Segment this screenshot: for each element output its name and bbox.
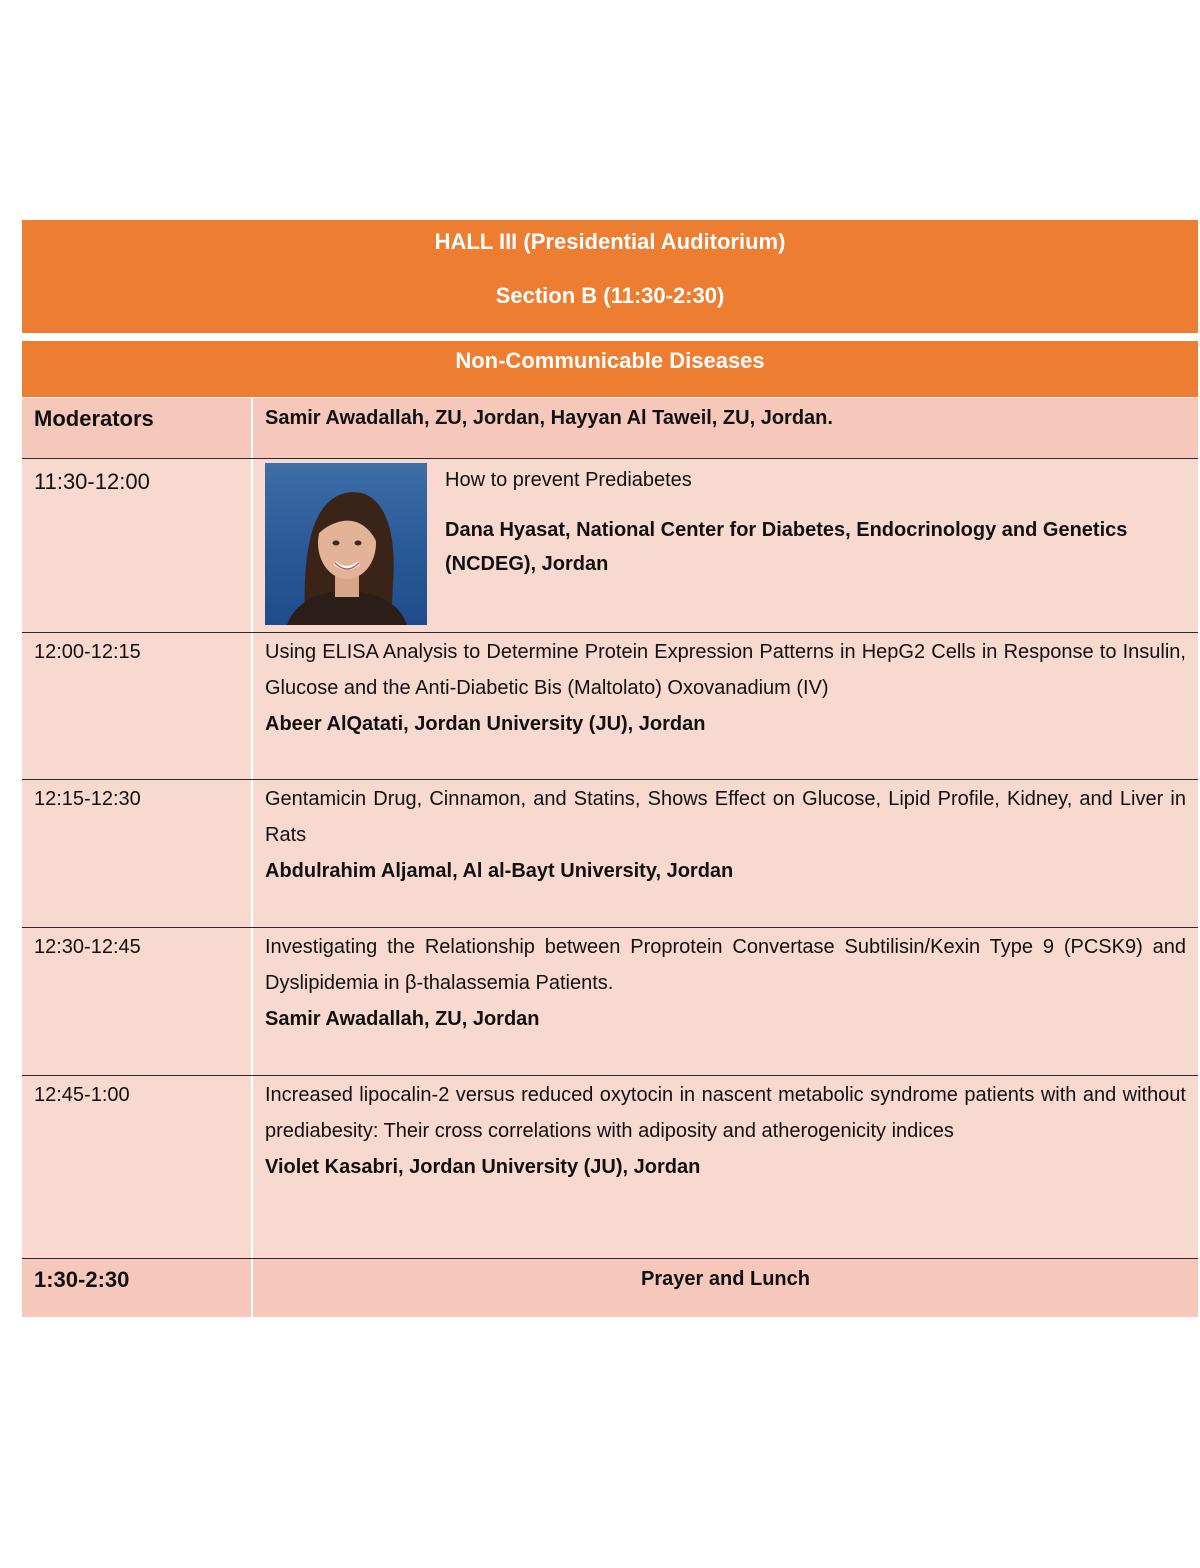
talk-title: Using ELISA Analysis to Determine Protein Expression Patterns in HepG2 Cells in Response to Insulin, Glucose and the Anti-Diabetic Bis (Maltolato) Oxovanadium (IV)	[265, 641, 1186, 699]
speaker-name: Abdulrahim Aljamal, Al al-Bayt University, Jordan	[265, 860, 734, 882]
moderators-names: Samir Awadallah, ZU, Jordan, Hayyan Al Taweil, ZU, Jordan.	[265, 407, 833, 429]
break-row	[22, 1258, 1198, 1317]
session-time: 12:00-12:15	[34, 641, 141, 663]
speaker-name: Dana Hyasat, National Center for Diabetes, Endocrinology and Genetics (NCDEG), Jordan	[445, 519, 1128, 575]
topic-header: Non-Communicable Diseases	[22, 341, 1198, 397]
talk-row	[22, 779, 1198, 928]
session-time: 12:15-12:30	[34, 788, 141, 810]
hall-title: HALL III (Presidential Auditorium)	[434, 229, 786, 254]
hall-header	[22, 220, 1198, 333]
keynote-row	[22, 458, 1198, 633]
speaker-portrait-icon	[265, 463, 427, 625]
talk-row	[22, 632, 1198, 780]
moderators-label: Moderators	[34, 406, 154, 431]
session-time: 11:30-12:00	[34, 469, 150, 494]
talk-row	[22, 1075, 1198, 1259]
talk-title: How to prevent Prediabetes	[445, 469, 692, 491]
break-label: Prayer and Lunch	[641, 1268, 810, 1290]
talk-title: Investigating the Relationship between Proprotein Convertase Subtilisin/Kexin Type 9 (PCSK9) and Dyslipidemia in β-thalassemia Patients.	[265, 936, 1186, 994]
session-time: 12:45-1:00	[34, 1084, 130, 1106]
talk-title: Increased lipocalin-2 versus reduced oxytocin in nascent metabolic syndrome patients with and without prediabesity: Their cross correlations with adiposity and atherogenicity indices	[265, 1084, 1186, 1142]
moderators-row	[22, 398, 1198, 458]
talk-row	[22, 927, 1198, 1076]
session-time: 12:30-12:45	[34, 936, 141, 958]
section-title: Section B (11:30-2:30)	[495, 283, 725, 308]
speaker-name: Violet Kasabri, Jordan University (JU), Jordan	[265, 1156, 701, 1178]
break-time: 1:30-2:30	[34, 1267, 130, 1292]
talk-title: Gentamicin Drug, Cinnamon, and Statins, Shows Effect on Glucose, Lipid Profile, Kidney, and Liver in Rats	[265, 788, 1186, 846]
speaker-photo	[265, 463, 427, 625]
speaker-name: Abeer AlQatati, Jordan University (JU), Jordan	[265, 713, 706, 735]
speaker-name: Samir Awadallah, ZU, Jordan	[265, 1008, 540, 1030]
